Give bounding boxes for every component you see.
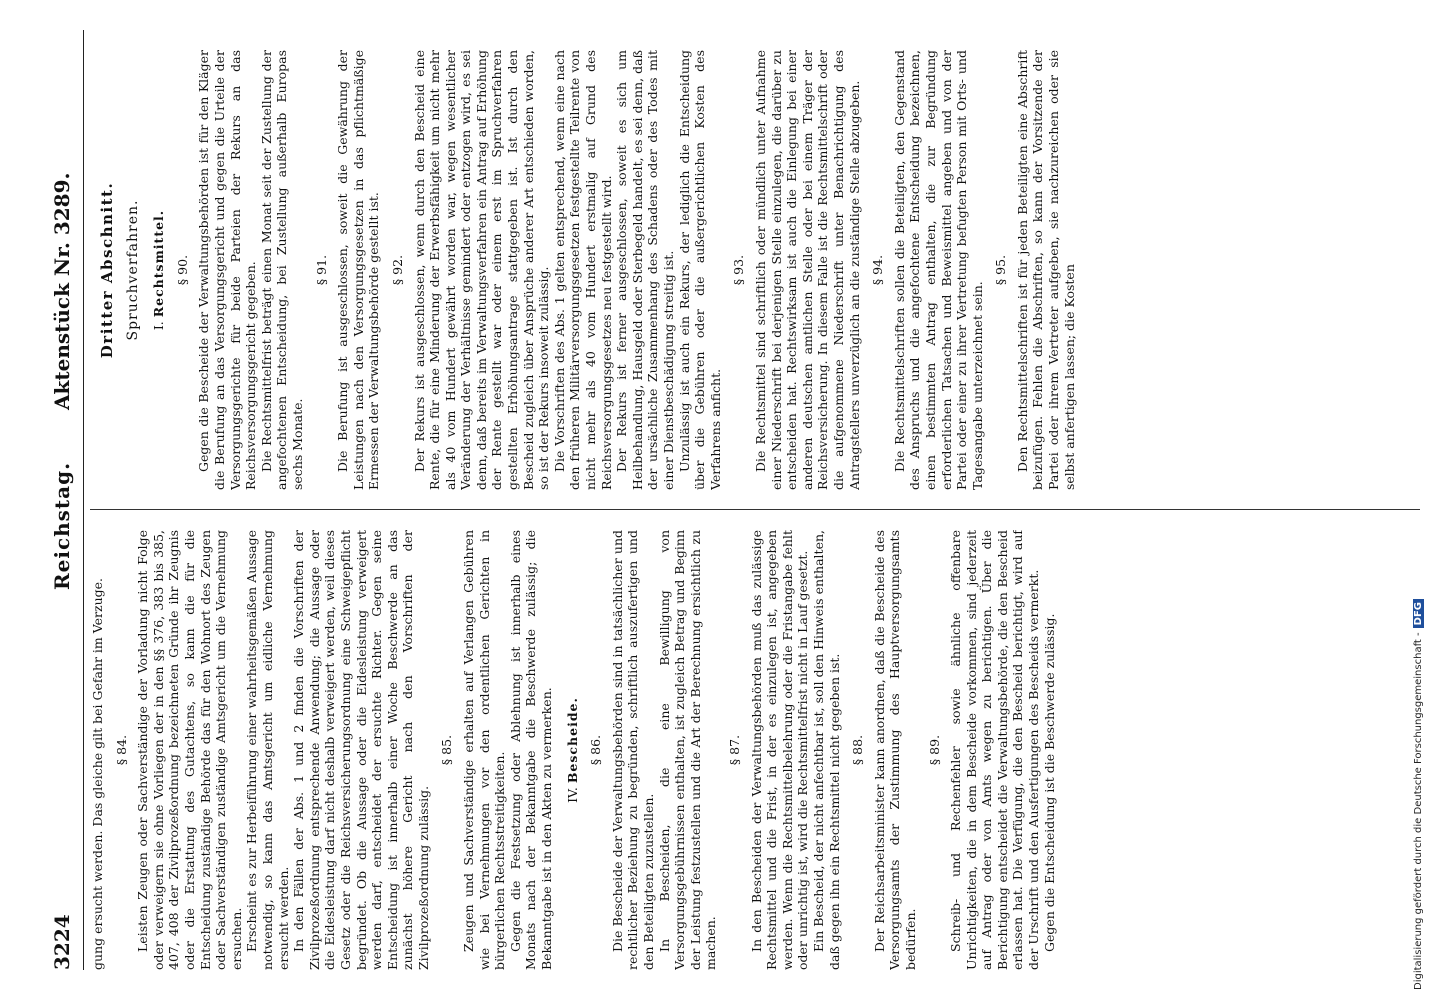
paragraph: Schreib- und Rechenfehler sowie ähnliche offenbare Unrichtigkeiten, die in dem Bescheide vorkommen, sind jederzeit auf Antrag oder von Amts wegen zu berichtigen. Über die Berichtigung entscheidet die Verwaltungsbehörde, die den Bescheid erlassen hat. Die Verfügung, die den Bescheid berichtigt, wird auf der Urschrift und den Ausfertigungen des Bescheids vermerkt. [948, 530, 1042, 970]
paragraph: Zeugen und Sachverständige erhalten auf Verlangen Gebühren wie bei Vernehmungen vor den ordentlichen Gerichten in bürgerlichen Rechtsstreitigkeiten. [461, 530, 508, 970]
section-number: § 86. [588, 734, 604, 766]
paragraph: In den Fällen der Abs. 1 und 2 finden die Vorschriften der Zivilprozeßordnung entsprechende Anwendung; die Aussage oder die Eidesleistung darf nicht deshalb verweigert werden, weil dieses Gesetz oder die Reichsversicherungsordnung eine Schweigepflicht begründet. Ob die Aussage oder die Eidesleistung verweigert werden darf, entscheidet der ersuchte Richter. Gegen seine Entscheidung ist innerhalb einer Woche Beschwerde an das zunächst höhere Gericht nach den Vorschriften der Zivilprozeßordnung zulässig. [291, 530, 431, 970]
header-title: Reichstag. [50, 461, 74, 590]
header-rule [83, 30, 84, 970]
section-number: § 94. [870, 254, 886, 286]
part-heading: Dritter Abschnitt. [98, 181, 116, 359]
section-number: § 84. [113, 734, 129, 766]
paragraph: Die Rechtsmittelschriften sollen die Beteiligten, den Gegenstand des Anspruchs und die angefochtene Entscheidung bezeichnen, einen bestimmten Antrag enthalten, die zur Begründung erforderlichen Tatsachen und Beweismittel angeben und von der Partei oder einer zu ihrer Vertretung befugten Person mit Orts- und Tagesangabe unterzeichnet sein. [891, 50, 985, 490]
subsection-numeral: IV. [564, 787, 580, 803]
dfg-badge: DFG [1413, 599, 1424, 628]
subsection-numeral: I. [151, 321, 167, 331]
paragraph: Ein Bescheid, der nicht anfechtbar ist, soll den Hinweis enthalten, daß gegen ihn ein Rechtsmittel nicht gegeben ist. [810, 530, 842, 970]
paragraph: Gegen die Entscheidung ist die Beschwerde zulässig. [1041, 613, 1057, 952]
paragraph: Der Rekurs ist ferner ausgeschlossen, soweit es sich um Heilbehandlung, Hausgeld oder Sterbegeld handelt, es sei denn, daß der ursächliche Zusammenhang des Schadens oder des Todes mit einer Dienstbeschädigung streitig ist. [614, 50, 676, 490]
section-number: § 95. [993, 254, 1009, 286]
section-number: § 88. [850, 734, 866, 766]
paragraph: Die Rechtsmittelfrist beträgt einen Monat seit der Zustellung der angefochtenen Entscheidung, bei Zustellung außerhalb Europas sechs Monate. [258, 50, 305, 490]
paragraph: Gegen die Festsetzung oder Ablehnung ist innerhalb eines Monats nach der Bekanntgabe die Beschwerde zulässig; die Bekanntgabe ist in den Akten zu vermerken. [507, 530, 555, 970]
section-number: § 93. [731, 254, 747, 286]
paragraph: Der Reichsarbeitsminister kann anordnen, daß die Bescheide des Versorgungsamts der Zustimmung des Hauptversorgungsamts bedürfen. [871, 530, 918, 970]
part-subheading: Spruchverfahren. [124, 199, 141, 341]
paragraph: Die Vorschriften des Abs. 1 gelten entsprechend, wenn eine nach den früheren Militärversorgungsgesetzen festgestellte Teilrente von nicht mehr als 40 vom Hundert erstmalig auf Grund des Reichsversorgungsgesetzes neu festgestellt wird. [551, 50, 614, 490]
paragraph: Die Rechtsmittel sind schriftlich oder mündlich unter Aufnahme einer Niederschrift bei derjenigen Stelle einzulegen, die darüber zu entscheiden hat. Rechtswirksam ist auch die Einlegung bei einer anderen deutschen amtlichen Stelle oder bei einem Träger der Reichsversicherung. In diesem Falle ist die Rechtsmittelschrift oder die aufgenommene Niederschrift unter Benachrichtigung des Antragstellers unverzüglich an die zuständige Stelle abzugeben. [752, 50, 862, 490]
subsection-heading [565, 530, 581, 970]
section-number: § 89. [926, 734, 942, 766]
paragraph: Erscheint es zur Herbeiführung einer wahrheitsgemäßen Aussage notwendig, so kann das Amtsgericht um eidliche Vernehmung ersucht werden. [244, 530, 291, 970]
page-header [50, 30, 78, 970]
paragraph: Der Rekurs ist ausgeschlossen, wenn durch den Bescheid eine Rente, die für eine Minderung der Erwerbsfähigkeit um nicht mehr als 40 vom Hundert gewährt worden war, wegen wesentlicher Veränderung der Verhältnisse gemindert oder entzogen wird, es sei denn, daß bereits im Verwaltungsverfahren ein Antrag auf Erhöhung der Rente gestellt war oder einem erst im Spruchverfahren gestellten Erhöhungsantrage stattgegeben ist. Ist durch den Bescheid zugleich über Ansprüche anderer Art entschieden worden, so ist der Rekurs insoweit zulässig. [411, 50, 552, 490]
paragraph: Die Berufung ist ausgeschlossen, soweit die Gewährung der Leistungen nach den Versorgungsgesetzen in das pflichtmäßige Ermessen der Verwaltungsbehörde gestellt ist. [335, 50, 382, 490]
paragraph: Leisten Zeugen oder Sachverständige der Vorladung nicht Folge oder verweigern sie ohne Vorliegen der in den §§ 376, 383 bis 385, 407, 408 der Zivilprozeßordnung bezeichneten Gründe ihr Zeugnis oder die Erstattung des Gutachtens, so kann die für die Entscheidung zuständige Behörde das für den Wohnort des Zeugen oder Sachverständigen zuständige Amtsgericht um die Vernehmung ersuchen. [135, 530, 244, 970]
paragraph: gung ersucht werden. Das gleiche gilt bei Gefahr im Verzuge. [90, 577, 105, 970]
right-column [90, 50, 1420, 490]
section-number: § 87. [726, 734, 742, 766]
paragraph: Gegen die Bescheide der Verwaltungsbehörden ist für den Kläger die Berufung an das Versorgungsgericht und gegen die Urteile der Versorgungsgerichte für beide Parteien der Rekurs an das Reichsversorgungsgericht gegeben. [196, 50, 259, 490]
left-column [90, 530, 1420, 970]
section-number: § 85. [439, 734, 455, 766]
digitization-credit [1413, 0, 1434, 990]
column-divider [90, 509, 1420, 510]
section-number: § 92. [389, 254, 405, 286]
paragraph: Den Rechtsmittelschriften ist für jeden Beteiligten eine Abschrift beizufügen. Fehlen die Abschriften, so kann der Vorsitzende der Partei oder ihrem Vertreter aufgeben, sie nachzureichen oder sie selbst anfertigen lassen; die Kosten [1014, 50, 1077, 490]
subsection-title: Rechtsmittel. [151, 209, 167, 318]
section-number: § 91. [313, 254, 329, 286]
paragraph: Unzulässig ist auch ein Rekurs, der lediglich die Entscheidung über die Gebühren oder die außergerichtlichen Kosten des Verfahrens anficht. [676, 50, 723, 490]
rotated-page [50, 30, 1434, 970]
paragraph: Die Bescheide der Verwaltungsbehörden sind in tatsächlicher und rechtlicher Beziehung zu begründen, schriftlich auszufertigen und den Beteiligten zuzustellen. [609, 530, 656, 970]
page-number: 3224 [50, 914, 74, 970]
paragraph: In Bescheiden, die eine Bewilligung von Versorgungsgebührnissen enthalten, ist zugleich Betrag und Beginn der Leistung festzustellen und die Art der Berechnung ersichtlich zu machen. [656, 530, 719, 970]
subsection-heading [151, 50, 167, 490]
section-number: § 90. [174, 254, 190, 286]
document-number: Aktenstück Nr. 3289. [50, 172, 74, 410]
credit-text: Digitalisierung gefördert durch die Deutsche Forschungsgemeinschaft - [1413, 632, 1424, 990]
subsection-title: Bescheide. [564, 697, 580, 784]
paragraph: In den Bescheiden der Verwaltungsbehörden muß das zulässige Rechtsmittel und die Frist, in der es einzulegen ist, angegeben werden. Wenn die Rechtsmittelbelehrung oder die Fristangabe fehlt oder unrichtig ist, wird die Rechtsmittelfrist nicht in Lauf gesetzt. [748, 530, 811, 970]
